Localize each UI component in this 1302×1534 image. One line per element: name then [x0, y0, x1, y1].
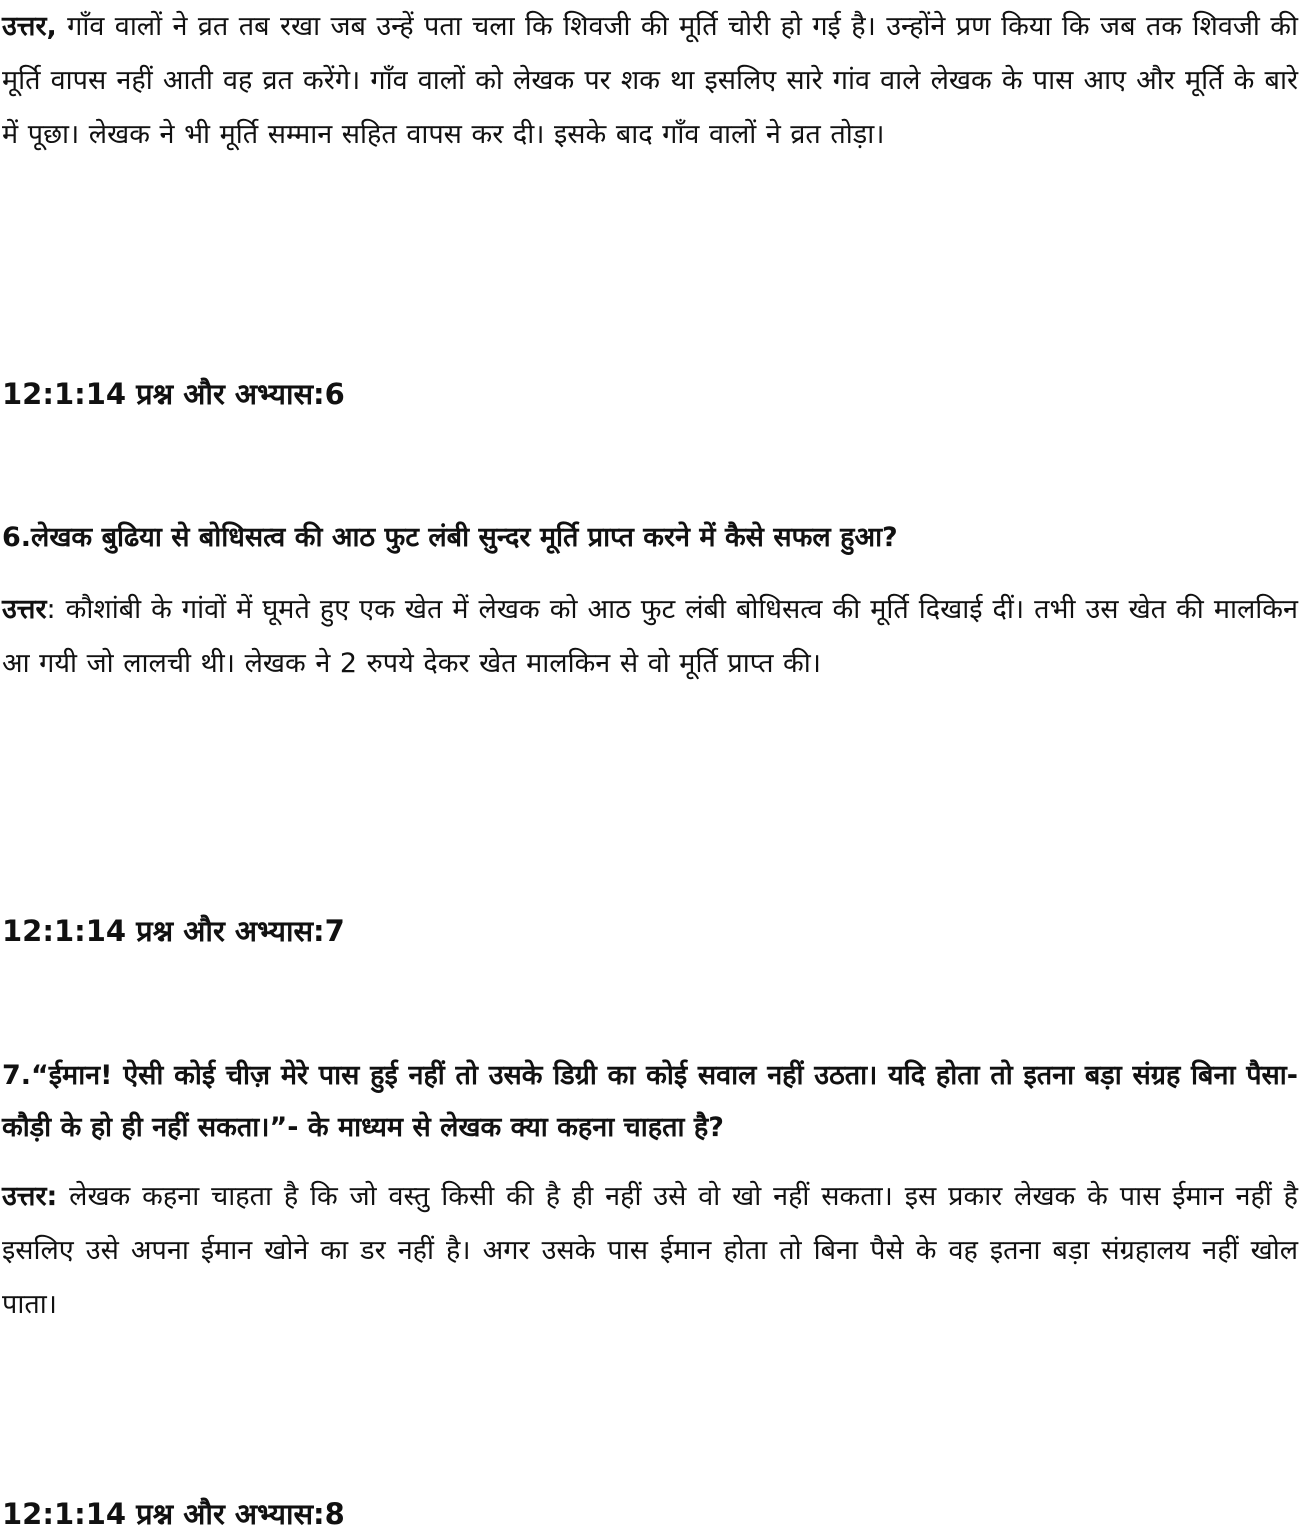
answer-6-paragraph: [2, 583, 1298, 691]
previous-answer-paragraph: [2, 0, 1298, 162]
answer-label: उत्तर,: [2, 11, 57, 42]
answer-text: गाँव वालों ने व्रत तब रखा जब उन्हें पता चला कि शिवजी की मूर्ति चोरी हो गई है। उन्होंने प्रण किया कि जब तक शिवजी की मूर्ति वापस नहीं आती वह व्रत करेंगे। गाँव वालों को लेखक पर शक था इसलिए सारे गांव वाले लेखक के पास आए और मूर्ति के बारे में पूछा। लेखक ने भी मूर्ति सम्मान सहित वापस कर दी। इसके बाद गाँव वालों ने व्रत तोड़ा।: [2, 11, 1298, 150]
section-heading-7: 12:1:14 प्रश्न और अभ्यास:7: [2, 914, 345, 948]
answer-label: उत्तर: [2, 594, 47, 625]
answer-7-paragraph: [2, 1170, 1298, 1332]
answer-text: : कौशांबी के गांवों में घूमते हुए एक खेत में लेखक को आठ फुट लंबी बोधिसत्व की मूर्ति दिखाई दीं। तभी उस खेत की मालकिन आ गयी जो लालची थी। लेखक ने 2 रुपये देकर खेत मालकिन से वो मूर्ति प्राप्त की।: [2, 594, 1298, 679]
question-7: 7.“ईमान! ऐसी कोई चीज़ मेरे पास हुई नहीं तो उसके डिग्री का कोई सवाल नहीं उठता। यदि होता तो इतना बड़ा संग्रह बिना पैसा- कौड़ी के हो ही नहीं सकता।”- के माध्यम से लेखक क्या कहना चाहता है?: [2, 1060, 1298, 1143]
section-heading-8: 12:1:14 प्रश्न और अभ्यास:8: [2, 1497, 345, 1531]
answer-label: उत्तर:: [2, 1181, 58, 1212]
section-heading-6: 12:1:14 प्रश्न और अभ्यास:6: [2, 377, 345, 411]
answer-text: लेखक कहना चाहता है कि जो वस्तु किसी की है ही नहीं उसे वो खो नहीं सकता। इस प्रकार लेखक के पास ईमान नहीं है इसलिए उसे अपना ईमान खोने का डर नहीं है। अगर उसके पास ईमान होता तो बिना पैसे के वह इतना बड़ा संग्रहालय नहीं खोल पाता।: [2, 1181, 1298, 1320]
question-6: 6.लेखक बुढिया से बोधिसत्व की आठ फुट लंबी सुन्दर मूर्ति प्राप्त करने में कैसे सफल हुआ?: [2, 522, 898, 553]
